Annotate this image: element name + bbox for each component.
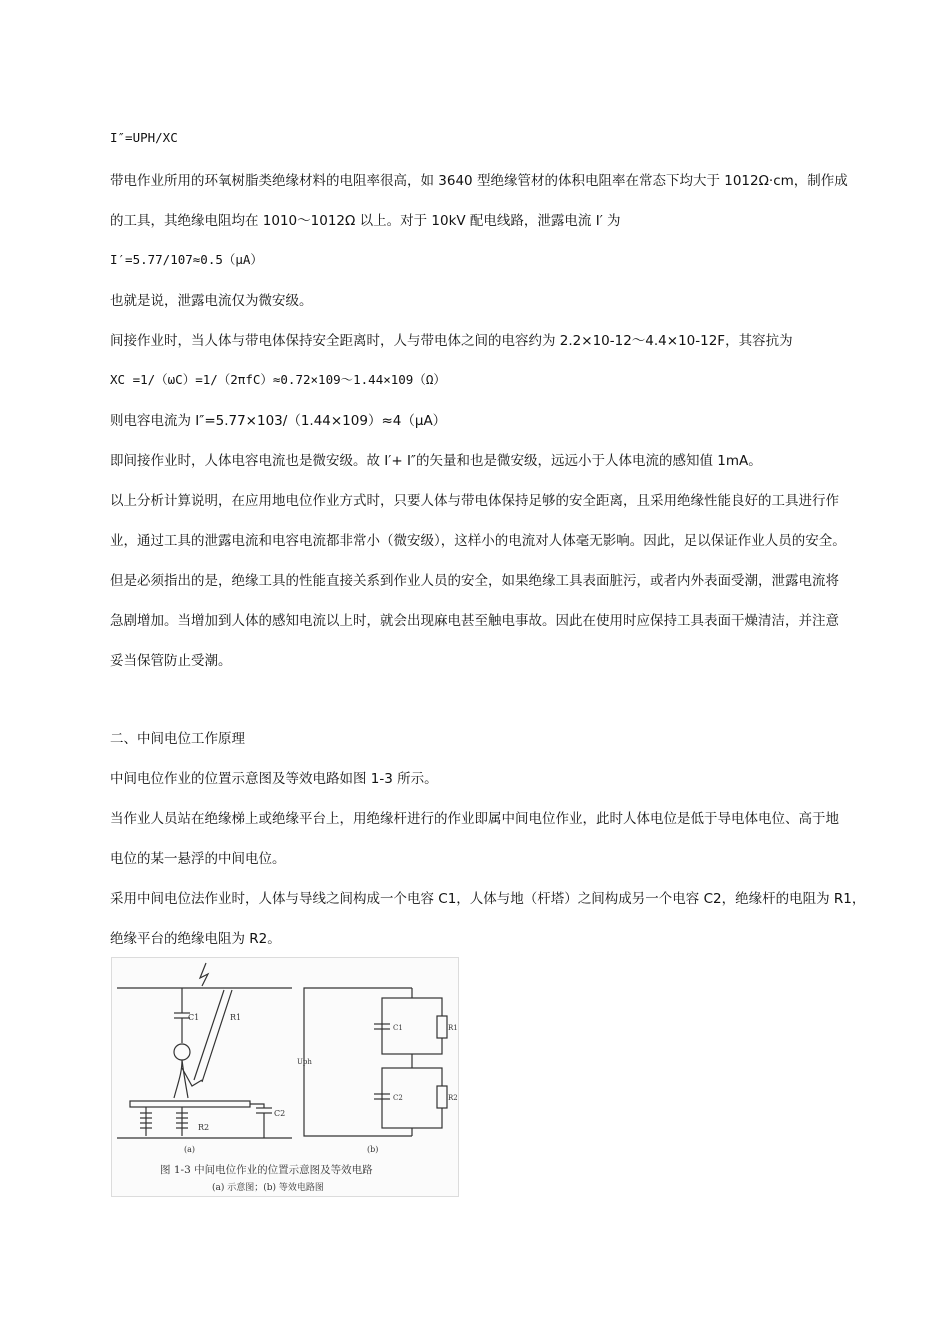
paragraph-line: 业，通过工具的泄露电流和电容电流都非常小（微安级），这样小的电流对人体毫无影响。因此，足以保证作业人员的安全。 bbox=[110, 533, 846, 549]
paragraph-line: 急剧增加。当增加到人体的感知电流以上时，就会出现麻电甚至触电事故。因此在使用时应保持工具表面干燥清洁，并注意 bbox=[110, 613, 839, 629]
insulating-rod bbox=[194, 990, 232, 1082]
subfigure-a-label: (a) bbox=[184, 1145, 196, 1154]
schematic-a bbox=[117, 963, 292, 1138]
platform-insulator-right bbox=[176, 1107, 188, 1136]
c1-r1-parallel-block bbox=[382, 998, 442, 1054]
platform-insulator-left bbox=[140, 1107, 152, 1136]
circuit-outer-wire bbox=[304, 988, 412, 1136]
figure-subcaption: (a) 示意图；(b) 等效电路图 bbox=[212, 1183, 324, 1193]
person-head bbox=[174, 1044, 190, 1060]
paragraph-line: 的工具，其绝缘电阻均在 1010～1012Ω 以上。对于 10kV 配电线路，泄露电流 I′ 为 bbox=[110, 213, 621, 229]
paragraph-line: 但是必须指出的是，绝缘工具的性能直接关系到作业人员的安全，如果绝缘工具表面脏污，或者内外表面受潮，泄露电流将 bbox=[110, 573, 839, 589]
formula-capacitive-reactance: XC =1/（ωC）=1/（2πfC）≈0.72×109～1.44×109（Ω） bbox=[110, 372, 446, 387]
person-body bbox=[174, 1060, 202, 1098]
subfigure-b-label: (b) bbox=[367, 1145, 379, 1154]
paragraph-line: 采用中间电位法作业时，人体与导线之间构成一个电容 C1，人体与地（杆塔）之间构成另一个电容 C2，绝缘杆的电阻为 R1， bbox=[110, 891, 866, 907]
paragraph-line: 间接作业时，当人体与带电体保持安全距离时，人与带电体之间的电容约为 2.2×10-12～4.4×10-12F，其容抗为 bbox=[110, 333, 793, 349]
circuit-b bbox=[304, 988, 447, 1136]
label-r1: R1 bbox=[230, 1013, 242, 1022]
label-c1-b: C1 bbox=[393, 1024, 403, 1032]
r1-resistor-b bbox=[437, 1016, 447, 1038]
formula-leakage-current: I′=5.77/107≈0.5（μA） bbox=[110, 252, 263, 267]
formula-capacitive-current: 则电容电流为 I″=5.77×103/（1.44×109）≈4（μA） bbox=[110, 413, 447, 429]
paragraph-line: 也就是说，泄露电流仅为微安级。 bbox=[110, 293, 313, 309]
paragraph-line: 妥当保管防止受潮。 bbox=[110, 653, 232, 669]
paragraph-line: 带电作业所用的环氧树脂类绝缘材料的电阻率很高，如 3640 型绝缘管材的体积电阻率在常态下均大于 1012Ω·cm，制作成 bbox=[110, 173, 848, 189]
paragraph-line: 中间电位作业的位置示意图及等效电路如图 1-3 所示。 bbox=[110, 771, 438, 787]
paragraph-line: 绝缘平台的绝缘电阻为 R2。 bbox=[110, 931, 281, 947]
label-c2-b: C2 bbox=[393, 1094, 403, 1102]
label-c2: C2 bbox=[274, 1109, 286, 1118]
label-r2-b: R2 bbox=[448, 1094, 458, 1102]
formula-i-double-prime: I″=UPH/XC bbox=[110, 130, 178, 145]
lightning-symbol bbox=[200, 963, 208, 986]
paragraph-line: 以上分析计算说明，在应用地电位作业方式时，只要人体与带电体保持足够的安全距离，且采用绝缘性能良好的工具进行作 bbox=[110, 493, 839, 509]
insulating-platform bbox=[130, 1101, 250, 1107]
paragraph-line: 即间接作业时，人体电容电流也是微安级。故 I′+ I″的矢量和也是微安级，远远小于人体电流的感知值 1mA。 bbox=[110, 453, 762, 469]
paragraph-line: 当作业人员站在绝缘梯上或绝缘平台上，用绝缘杆进行的作业即属中间电位作业，此时人体电位是低于导电体电位、高于地 bbox=[110, 811, 839, 827]
label-r2: R2 bbox=[198, 1123, 210, 1132]
figure-diagram bbox=[112, 958, 458, 1196]
section-heading: 二、中间电位工作原理 bbox=[110, 731, 245, 747]
label-uph: Uph bbox=[297, 1058, 312, 1066]
label-r1-b: R1 bbox=[448, 1024, 458, 1032]
c2-r2-parallel-block bbox=[382, 1068, 442, 1128]
r2-resistor-b bbox=[437, 1086, 447, 1108]
paragraph-line: 电位的某一悬浮的中间电位。 bbox=[110, 851, 286, 867]
figure-1-3 bbox=[111, 957, 459, 1197]
figure-caption: 图 1-3 中间电位作业的位置示意图及等效电路 bbox=[160, 1164, 373, 1176]
label-c1: C1 bbox=[188, 1013, 200, 1022]
